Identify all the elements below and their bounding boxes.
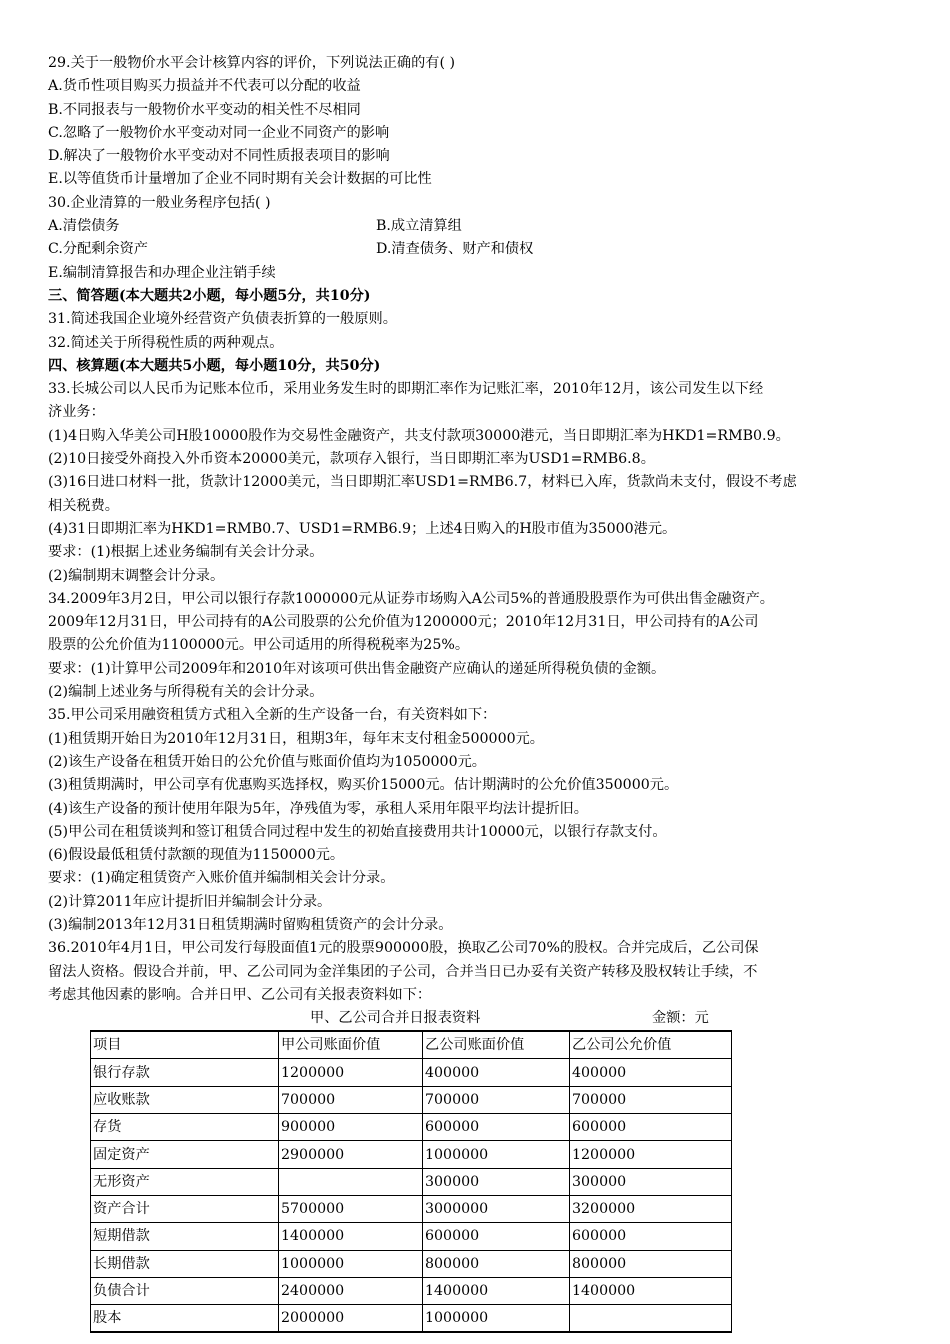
question-36-line-3: 考虑其他因素的影响。合并日甲、乙公司有关报表资料如下：: [48, 986, 432, 1003]
question-30-option-d: D.清查债务、财产和债权: [376, 241, 534, 258]
table-row: [91, 1195, 732, 1222]
table-cell: 600000: [423, 1223, 570, 1250]
table-cell: 800000: [423, 1250, 570, 1277]
question-35-requirement-1: 要求：(1)确定租赁资产入账价值并编制相关会计分录。: [48, 870, 395, 887]
question-33-requirement-1: 要求：(1)根据上述业务编制有关会计分录。: [48, 544, 324, 561]
table-header-cell: 甲公司账面价值: [279, 1031, 423, 1059]
table-row: [91, 1168, 732, 1195]
question-35-stem: 35.甲公司采用融资租赁方式租入全新的生产设备一台，有关资料如下：: [48, 707, 497, 724]
table-cell: [570, 1305, 732, 1333]
question-31: 31.简述我国企业境外经营资产负债表折算的一般原则。: [48, 311, 397, 328]
question-35-item-4: (4)该生产设备的预计使用年限为5年，净残值为零，承租人采用年限平均法计提折旧。: [48, 800, 588, 817]
table-cell: 3000000: [423, 1195, 570, 1222]
table-cell: 1000000: [423, 1141, 570, 1168]
table-cell: 2000000: [279, 1305, 423, 1333]
question-32: 32.简述关于所得税性质的两种观点。: [48, 334, 284, 351]
table-cell: 400000: [423, 1059, 570, 1086]
table-cell: 1000000: [279, 1250, 423, 1277]
question-36-line-1: 36.2010年4月1日，甲公司发行每股面值1元的股票900000股，换取乙公司70%的股权。合并完成后，乙公司保: [48, 940, 759, 957]
question-30-options-row-2: [48, 238, 900, 261]
table-cell: 5700000: [279, 1195, 423, 1222]
table-header-row: [91, 1031, 732, 1059]
table-row: [91, 1223, 732, 1250]
table-cell: 1400000: [570, 1277, 732, 1304]
table-cell: 1400000: [279, 1223, 423, 1250]
table-row: [91, 1250, 732, 1277]
table-cell: 300000: [423, 1168, 570, 1195]
question-30-option-c: C.分配剩余资产: [48, 241, 148, 258]
table-cell: 银行存款: [91, 1059, 279, 1086]
table-cell: [279, 1168, 423, 1195]
question-33-item-3-line-2: 相关税费。: [48, 497, 119, 514]
question-34-requirement-2: (2)编制上述业务与所得税有关的会计分录。: [48, 684, 324, 701]
table-cell: 300000: [570, 1168, 732, 1195]
table-cell: 2900000: [279, 1141, 423, 1168]
question-35-item-5: (5)甲公司在租赁谈判和签订租赁合同过程中发生的初始直接费用共计10000元，以银行存款支付。: [48, 823, 667, 840]
table-cell: 600000: [570, 1223, 732, 1250]
question-33-item-1: (1)4日购入华美公司H股10000股作为交易性金融资产，共支付款项30000港元，当日即期汇率为HKD1=RMB0.9。: [48, 427, 790, 444]
table-header-cell: 乙公司公允价值: [570, 1031, 732, 1059]
question-29-option-d: D.解决了一般物价水平变动对不同性质报表项目的影响: [48, 148, 390, 165]
table-row: [91, 1141, 732, 1168]
question-35-item-6: (6)假设最低租赁付款额的现值为1150000元。: [48, 847, 345, 864]
question-35-item-1: (1)租赁期开始日为2010年12月31日，租期3年，每年末支付租金500000元。: [48, 730, 544, 747]
table-cell: 短期借款: [91, 1223, 279, 1250]
question-29-stem: 29.关于一般物价水平会计核算内容的评价，下列说法正确的有( ): [48, 55, 456, 71]
question-30-option-b: B.成立清算组: [376, 218, 462, 235]
table-cell: 1000000: [423, 1305, 570, 1333]
question-29-option-a: A.货币性项目购买力损益并不代表可以分配的收益: [48, 78, 361, 95]
question-30-option-a: A.清偿债务: [48, 218, 120, 235]
question-33-item-2: (2)10日接受外商投入外币资本20000美元，款项存入银行，当日即期汇率为USD1=RMB6.8。: [48, 451, 655, 468]
table-title: 甲、乙公司合并日报表资料: [310, 1010, 481, 1027]
table-cell: 1200000: [279, 1059, 423, 1086]
table-header-cell: 项目: [91, 1031, 279, 1059]
table-cell: 应收账款: [91, 1086, 279, 1113]
question-33-requirement-2: (2)编制期末调整会计分录。: [48, 567, 225, 584]
question-33-item-3-line-1: (3)16日进口材料一批，货款计12000美元，当日即期汇率USD1=RMB6.7，材料已入库，货款尚未支付，假设不考虑: [48, 474, 797, 491]
question-30-options-row-1: [48, 215, 900, 238]
table-caption: [48, 1007, 900, 1030]
table-row: [91, 1059, 732, 1086]
table-cell: 700000: [423, 1086, 570, 1113]
question-34-line-2: 2009年12月31日，甲公司持有的A公司股票的公允价值为1200000元；2010年12月31日，甲公司持有的A公司: [48, 614, 759, 631]
table-cell: 1400000: [423, 1277, 570, 1304]
table-header-cell: 乙公司账面价值: [423, 1031, 570, 1059]
table-cell: 负债合计: [91, 1277, 279, 1304]
table-cell: 600000: [423, 1114, 570, 1141]
table-row: [91, 1277, 732, 1304]
table-cell: 股本: [91, 1305, 279, 1333]
exam-page: [48, 52, 900, 1327]
section-3-heading: 三、简答题(本大题共2小题，每小题5分，共10分): [48, 287, 371, 304]
question-33-item-4: (4)31日即期汇率为HKD1=RMB0.7、USD1=RMB6.9；上述4日购入的H股市值为35000港元。: [48, 520, 677, 537]
question-35-requirement-2: (2)计算2011年应计提折旧并编制会计分录。: [48, 893, 332, 910]
table-cell: 无形资产: [91, 1168, 279, 1195]
table-row: [91, 1086, 732, 1113]
question-33-stem-line-1: 33.长城公司以人民币为记账本位币，采用业务发生时的即期汇率作为记账汇率，2010年12月，该公司发生以下经: [48, 381, 764, 398]
question-30-stem: 30.企业清算的一般业务程序包括( ): [48, 194, 271, 211]
table-row: [91, 1305, 732, 1333]
question-29-option-b: B.不同报表与一般物价水平变动的相关性不尽相同: [48, 101, 361, 118]
question-35-requirement-3: (3)编制2013年12月31日租赁期满时留购租赁资产的会计分录。: [48, 916, 453, 933]
question-30-option-e: E.编制清算报告和办理企业注销手续: [48, 264, 276, 281]
table-row: [91, 1114, 732, 1141]
table-cell: 1200000: [570, 1141, 732, 1168]
table-cell: 800000: [570, 1250, 732, 1277]
question-35-item-2: (2)该生产设备在租赁开始日的公允价值与账面价值均为1050000元。: [48, 753, 486, 770]
table-cell: 2400000: [279, 1277, 423, 1304]
question-33-stem-line-2: 济业务：: [48, 404, 105, 421]
table-cell: 600000: [570, 1114, 732, 1141]
table-cell: 资产合计: [91, 1195, 279, 1222]
table-cell: 长期借款: [91, 1250, 279, 1277]
question-29-option-e: E.以等值货币计量增加了企业不同时期有关会计数据的可比性: [48, 171, 432, 188]
table-cell: 700000: [570, 1086, 732, 1113]
question-34-line-1: 34.2009年3月2日，甲公司以银行存款1000000元从证券市场购入A公司5%的普通股股票作为可供出售金融资产。: [48, 590, 774, 607]
balance-table: [90, 1030, 732, 1333]
question-34-requirement-1: 要求：(1)计算甲公司2009年和2010年对该项可供出售金融资产应确认的递延所得税负债的金额。: [48, 660, 666, 677]
table-cell: 固定资产: [91, 1141, 279, 1168]
question-34-line-3: 股票的公允价值为1100000元。甲公司适用的所得税税率为25%。: [48, 637, 470, 654]
table-cell: 900000: [279, 1114, 423, 1141]
section-4-heading: 四、核算题(本大题共5小题，每小题10分，共50分): [48, 357, 381, 374]
table-cell: 存货: [91, 1114, 279, 1141]
table-cell: 400000: [570, 1059, 732, 1086]
question-35-item-3: (3)租赁期满时，甲公司享有优惠购买选择权，购买价15000元。估计期满时的公允价值350000元。: [48, 777, 679, 794]
table-cell: 3200000: [570, 1195, 732, 1222]
question-36-line-2: 留法人资格。假设合并前，甲、乙公司同为金洋集团的子公司，合并当日已办妥有关资产转移及股权转让手续，不: [48, 963, 758, 980]
question-29-option-c: C.忽略了一般物价水平变动对同一企业不同资产的影响: [48, 124, 390, 141]
table-unit: 金额：元: [652, 1010, 709, 1027]
table-cell: 700000: [279, 1086, 423, 1113]
